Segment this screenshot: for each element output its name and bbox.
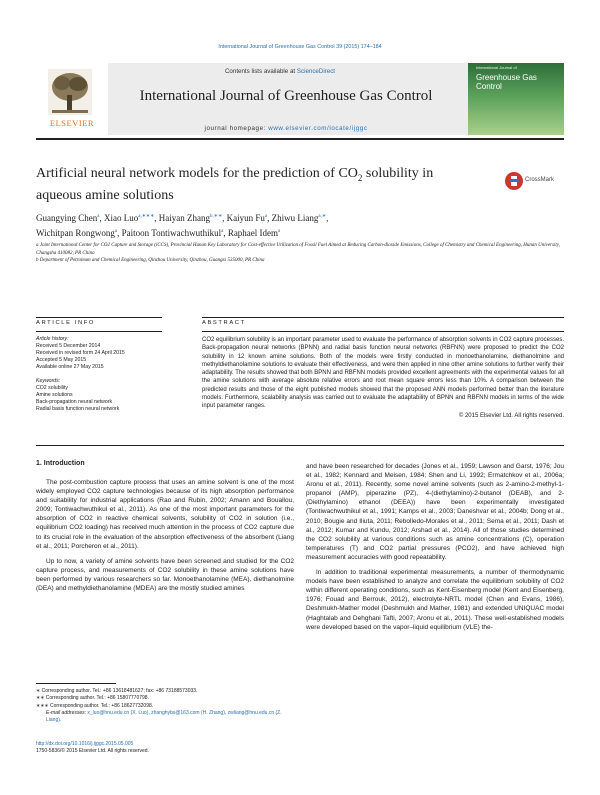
history-item: Received 5 December 2014 [36,343,101,349]
section-heading: 1. Introduction [36,460,85,467]
affiliation-b: b Department of Petroleum and Chemical Engineering, Qinzhou University, Qinzhou, Guangxi 535000, PR China [36,258,265,263]
left-column [36,478,294,593]
intro-paragraph-4: In addition to traditional experimental measurements, a number of thermodynamic models have been established to analyze and correlate the equilibrium solubility of CO2 within different operating conditions, such as Kent-Eisenberg model (Kent and Eisenberg, 1976; Fouad and Berrouk, 2012), electrolyte-NRTL model (Chen and Evans, 1986), Deshmukh-Mather model (Deshmukh and Mather, 1981) and extended UNIQUAC model (Haghtalab and Dehghani Tafti, 2007; Aronu et al., 2011). These well-established models were developed based on the vapor–liquid equilibrium (VLE) the- [306,569,564,631]
keyword: CO2 solubility [36,385,69,391]
intro-paragraph-3: and have been researched for decades (Jones et al., 1959; Lawson and Garst, 1976; Jou et al., 1982; Kennard and Meisen, 1984; Shen and Li, 1992; Ermatchkov et al., 2006a; Aronu et al., 2011). Recently, some novel amine solvents (such as 2-amino-2-methyl-1-propanol (AMP), piperazine (PZ), 4-(diethylamino)-2-butanol (DEAB), and 2-(Diethylamino) ethanol (DEEA)) have been experimentally investigated (Tontiwachwuthikul et al., 1991; Kamps et al., 2003; Daneshvar et al., 2004b; Dong et al., 2010; Bougie and Iliuta, 2011; Rebolledo-Morales et al., 2011; Sema et al., 2011; Dash et al., 2012; Kumar and Kundu, 2012; Arshad et al., 2014). All of those studies determined the CO2 solubility at various conditions such as amine concentrations (C), operation temperatures (T) and CO2 partial pressures (PCO2), and have achieved high measurement accuracies with good repeatability. [306,463,564,561]
crossmark-badge[interactable] [505,172,565,194]
footnote-1: ∗ Corresponding author. Tel.: +86 13618481627; fax: +86 73188573033. [36,688,198,694]
author[interactable]: Haiyan Zhang$^{b,∗∗}$ [158,213,223,223]
email-addresses[interactable]: x_luo@hnu.edu.cn (X. Luo), zhanghybs@163.com (H. Zhang), zwliang@hnu.edu.cn (Z. Liang). [46,709,282,724]
contents-prefix: Contents lists available at [224,68,297,75]
elsevier-wordmark: ELSEVIER [49,118,95,128]
journal-homepage [110,125,462,132]
crossmark-label: CrossMark [525,177,555,183]
keyword: Radial basis function neural network [36,406,120,412]
header-rule [36,138,564,140]
footnote-2: ∗∗ Corresponding author. Tel.: +86 15807770798. [36,695,149,702]
history-item: Available online 27 May 2015 [36,364,104,370]
article-info [36,336,162,413]
intro-paragraph-1: The post-combustion capture process that uses an amine solvent is one of the most widely employed CO2 capture technologies because of its high absorption performance and suitability for industrial applications (Rao and Rubin, 2002; Amann and Bouallou, 2009; Tontiwachwuthikul et al., 2011). As one of the most important parameters for the absorption of CO2 in reactive chemical solvents, solubility of CO2 in solution (i.e., equilibrium CO2 loading) has received much attention in the process of CO2 capture due to its crucial role in the evaluation of the absorption effectiveness of the absorbent (Liang et al., 2011; Porcheron et al., 2011). [36,479,294,550]
elsevier-tree-icon [48,69,92,115]
author[interactable]: Kaiyun Fu$^a$ [226,213,268,223]
author[interactable]: Xiao Luo$^{a,∗∗∗}$ [103,213,155,223]
title-part-1: Artificial neural network models for the prediction of CO [36,166,358,181]
abstract-paragraph: CO2 equilibrium solubility is an important parameter used to evaluate the performance of absorption solvents in CO2 capture processes. Back-propagation neural networks (BPNN) and radial basis function neural networks (RBFNN) were proposed to predict the CO2 solubility in 12 known amine solutions. Both of the models were firstly conducted in monoethanolamine, diethanolmine and methyldiethanolamine solutions to evaluate their effectiveness, and were then applied in nine other amine solutions to further verify their adaptability. The results showed that both BPNN and RBFNN models provided excellent agreements with the experimental values for all the amine solutions with average absolute relative errors and root mean square errors less than 10%. A comparison between the predicted results and those of the eight published models showed that the proposed ANN models performed better than the literature models. Furthermore, scalability analysis was carried out to evaluate the adaptability of BPNN and RBFNN models in terms of the wide input parameter ranges. [202,337,564,410]
doi-block [36,741,294,756]
author[interactable]: Zhiwu Liang$^{a,∗}$ [271,213,327,223]
footnotes [36,688,294,724]
sciencedirect-link[interactable]: ScienceDirect [296,68,336,75]
article-info-heading: ARTICLE INFO [36,320,96,326]
contents-line [110,68,450,75]
affiliation-a: a Joint International Center for CO2 Capture and Storage (iCCS), Provincial Hunan Key Laboratory for Cost-effective Utilization of Fossil Fuel Aimed at Reducing Carbon-dioxide Emissions, College of Chemistry and Chemical Engineering, Hunan University, Changsha 410082, PR China [36,243,560,256]
elsevier-logo [36,63,108,135]
history-label: Article history: [36,336,69,342]
journal-cover [468,63,564,135]
title-part-2: solubility in aqueous amine solutions [36,166,434,203]
info-rule-bottom [36,331,162,332]
footnote-3: ∗∗∗ Corresponding author. Tel.: +86 18627732098. [36,702,154,709]
keywords-label: Keywords: [36,378,61,384]
abstract-rule-bottom [202,331,564,332]
abstract-copyright: © 2015 Elsevier Ltd. All rights reserved. [458,412,564,419]
journal-title: International Journal of Greenhouse Gas Control [139,88,433,104]
issn-line: 1750-5836/© 2015 Elsevier Ltd. All rights reserved. [36,748,149,755]
homepage-url[interactable]: www.elsevier.com/locate/ijggc [268,125,368,132]
intro-paragraph-2: Up to now, a variety of amine solvents have been screened and studied for the CO2 capture process, and measurements of CO2 solubility in these amine solutions have been performed by various researchers so far. Monoethanolamine (MEA), diethanolmine (DEA) and methyldiethanolamine (MDEA) are the mostly studied amines [36,557,294,593]
footnote-rule [36,683,116,684]
journal-reference[interactable]: International Journal of Greenhouse Gas Control 39 (2015) 174–184 [218,44,382,50]
author[interactable]: Wichitpan Rongwong$^a$ [36,228,118,238]
history-item: Accepted 5 May 2015 [36,357,87,363]
keyword: Amine solutions [36,392,73,398]
history-item: Received in revised form 24 April 2015 [36,350,125,356]
cover-title: Greenhouse Gas Control [476,73,537,91]
right-column [306,462,564,632]
email-label: E-mail addresses: [46,709,87,716]
cover-subtitle: International Journal of [476,65,517,70]
crossmark-icon [505,172,523,190]
homepage-prefix: journal homepage: [204,125,269,132]
keyword: Back-propagation neural network [36,399,113,405]
section-divider [36,445,564,446]
affiliations [36,242,564,265]
title-subscript: 2 [357,172,363,183]
author[interactable]: Raphael Idem$^a$ [227,228,281,238]
abstract-rule-top [202,317,564,318]
author[interactable]: Paitoon Tontiwachwuthikul$^a$ [121,228,224,238]
abstract-body [202,336,564,420]
article-title [36,165,466,204]
author-list: Guangying Chen$^a$, Xiao Luo$^{a,∗∗∗}$, Haiyan Zhang$^{b,∗∗}$, Kaiyun Fu$^a$, Zhiwu Liang$^{a,∗}$, Wichitpan Rongwong$^a$, Paitoon Tontiwachwuthikul$^a$, Raphael Idem$^a$ [36,213,329,238]
doi-link[interactable]: http://dx.doi.org/10.1016/j.ijggc.2015.05.005 [36,741,134,747]
info-rule-top [36,317,162,318]
author[interactable]: Guangying Chen$^a$ [36,213,100,223]
abstract-heading: ABSTRACT [202,320,246,326]
